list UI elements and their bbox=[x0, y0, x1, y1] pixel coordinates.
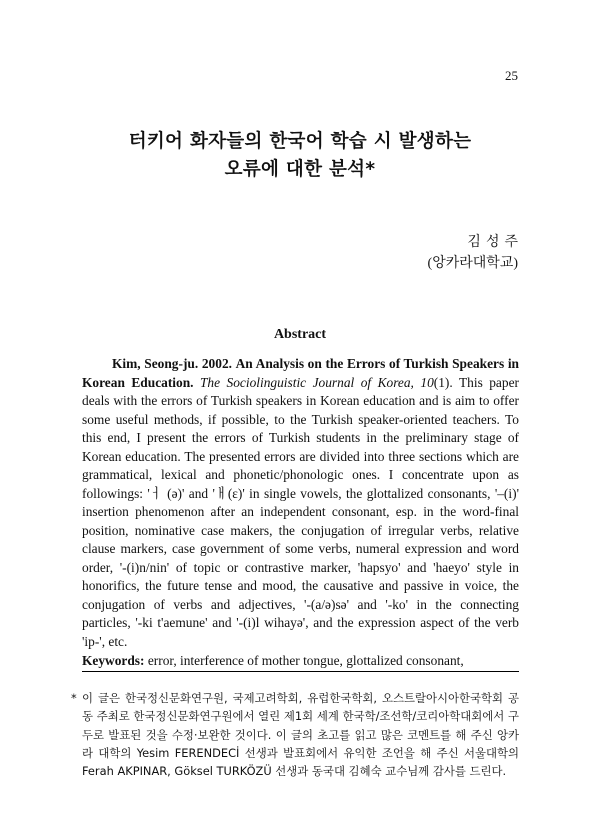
abstract-heading: Abstract bbox=[273, 327, 327, 342]
author-affiliation: (앙카라대학교) bbox=[427, 256, 518, 271]
page-number: 25 bbox=[505, 68, 518, 83]
footnote bbox=[71, 689, 519, 780]
citation-authors-year: Kim, Seong-ju. 2002. bbox=[112, 356, 232, 371]
keywords-line bbox=[82, 652, 519, 671]
abstract-body bbox=[82, 355, 519, 671]
abstract-text: This paper deals with the errors of Turkish speakers in Korean education and is aim to offer some useful methods, if possible, to the Turkish speaker-oriented teachers. To this end, I present the errors of Turkish students in the preliminary stage of Korean education. The presented errors are divided into three sections which are grammatical, lexical and phonetic/phonologic ones. I concentrate upon as followings: 'ㅓ (ə)' and 'ㅐ(ɛ)' in single vowels, the glottalized consonants, '–(i)' insertion phenomenon after an independent consonant, esp. in the word-final position, nominative case makers, the conjugation of irregular verbs, relative clause markers, case government of some verbs, numeral expression and word order, '-(i)n/nin' of topic or contrastive marker, 'hapsyo' and 'haeyo' style in honorifics, the future tense and mood, the causative and passive in voice, the conjugation of verbs and adjectives, '-(a/ə)sə' and '-ko' in the connecting particles, '-ki t'aemune' and '-(i)l wihayə', and the expression aspect of the verb 'ip-', etc. bbox=[82, 374, 519, 649]
footnote-divider bbox=[82, 671, 519, 672]
title-line-2: 오류에 대한 분석* bbox=[224, 159, 376, 180]
footnote-marker: * bbox=[71, 691, 77, 705]
journal-issue: (1). bbox=[433, 374, 453, 390]
paper-title bbox=[0, 128, 600, 184]
author-block bbox=[427, 232, 523, 274]
citation-title: An Analysis on the Errors of Turkish Speakers in Korean Education. bbox=[82, 356, 519, 390]
abstract-paragraph bbox=[82, 355, 519, 651]
footnote-text: 이 글은 한국정신문화연구원, 국제고려학회, 유럽한국학회, 오스트랄아시아한국학회 공동 주최로 한국정신문화연구원에서 열린 제1회 세계 한국학/조선학/코리아학대회에서 구두로 발표된 것을 수정·보완한 것이다. 이 글의 초고를 읽고 많은 코멘트를 해 주신 앙카라 대학의 Yesim FERENDECİ 선생과 발표회에서 유익한 조언을 해 주신 서울대학의 Ferah AKPINAR, Göksel TURKÖZÜ 선생과 동국대 김혜숙 교수님께 감사를 드린다. bbox=[82, 691, 519, 779]
keywords-label: Keywords: bbox=[82, 653, 145, 668]
journal-name: The Sociolinguistic Journal of Korea, 10 bbox=[199, 374, 434, 390]
title-line-1: 터키어 화자들의 한국어 학습 시 발생하는 bbox=[128, 131, 472, 152]
keywords-text: error, interference of mother tongue, glottalized consonant, bbox=[147, 653, 464, 668]
author-name: 김성주 bbox=[467, 235, 523, 250]
